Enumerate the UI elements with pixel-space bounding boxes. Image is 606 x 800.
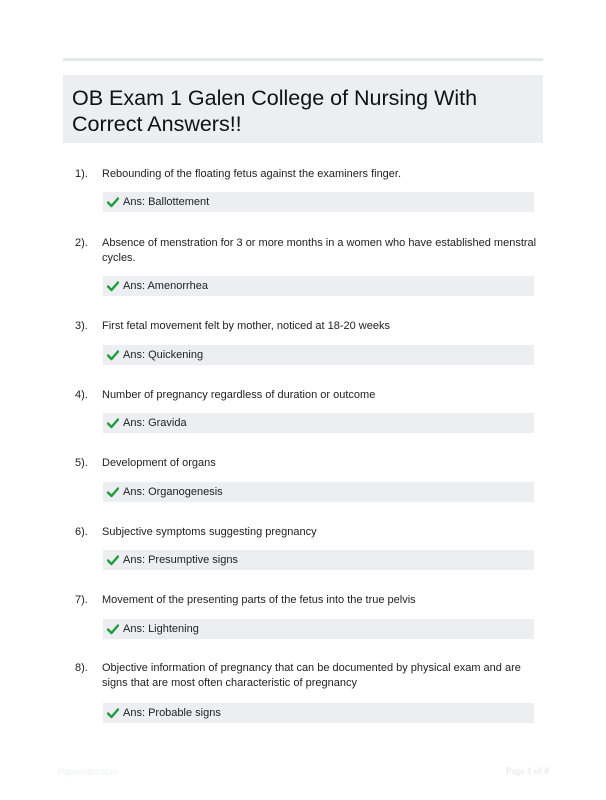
question-number: 5). [75, 457, 88, 469]
document-title: OB Exam 1 Galen College of Nursing With Correct Answers!! [72, 86, 478, 136]
question-number: 8). [75, 662, 88, 674]
footer-page-number: Page 1 of 8 [505, 767, 549, 777]
answer-box [103, 550, 534, 570]
question-number: 4). [75, 389, 88, 401]
question-number: 7). [75, 594, 88, 606]
answer-text: Ans: Organogenesis [123, 486, 223, 498]
answer-box [103, 276, 534, 296]
checkmark-icon [107, 280, 119, 292]
checkmark-icon [107, 707, 119, 719]
question-number: 3). [75, 320, 88, 332]
answer-text: Ans: Probable signs [123, 707, 221, 719]
answer-box [103, 413, 534, 433]
answer-box [103, 482, 534, 502]
question-text: Movement of the presenting parts of the fetus into the true pelvis [102, 594, 416, 606]
answer-text: Ans: Presumptive signs [123, 554, 238, 566]
question-text: Number of pregnancy regardless of duration or outcome [102, 389, 376, 401]
checkmark-icon [107, 623, 119, 635]
answer-box [103, 703, 534, 723]
question-text: First fetal movement felt by mother, noticed at 18-20 weeks [102, 320, 390, 332]
checkmark-icon [107, 196, 119, 208]
checkmark-icon [107, 349, 119, 361]
answer-box [103, 345, 534, 365]
top-divider [63, 58, 543, 61]
answer-text: Ans: Lightening [123, 623, 199, 635]
footer-source: Paperhibit.com [58, 767, 119, 777]
answer-text: Ans: Quickening [123, 349, 204, 361]
answer-text: Ans: Amenorrhea [123, 280, 208, 292]
question-number: 1). [75, 168, 88, 180]
question-text: Objective information of pregnancy that can be documented by physical exam and are signs that are most often characteristic of pregnancy [102, 662, 521, 689]
question-text: Absence of menstration for 3 or more months in a women who have established menstral cycles. [102, 237, 537, 264]
answer-text: Ans: Gravida [123, 417, 187, 429]
question-text: Rebounding of the floating fetus against the examiners finger. [102, 168, 402, 180]
answer-box [103, 192, 534, 212]
checkmark-icon [107, 486, 119, 498]
checkmark-icon [107, 554, 119, 566]
checkmark-icon [107, 417, 119, 429]
question-number: 6). [75, 526, 88, 538]
question-text: Subjective symptoms suggesting pregnancy [102, 526, 317, 538]
answer-box [103, 619, 534, 639]
question-number: 2). [75, 237, 88, 249]
answer-text: Ans: Ballottement [123, 196, 210, 208]
title-banner [63, 75, 543, 143]
question-text: Development of organs [102, 457, 216, 469]
